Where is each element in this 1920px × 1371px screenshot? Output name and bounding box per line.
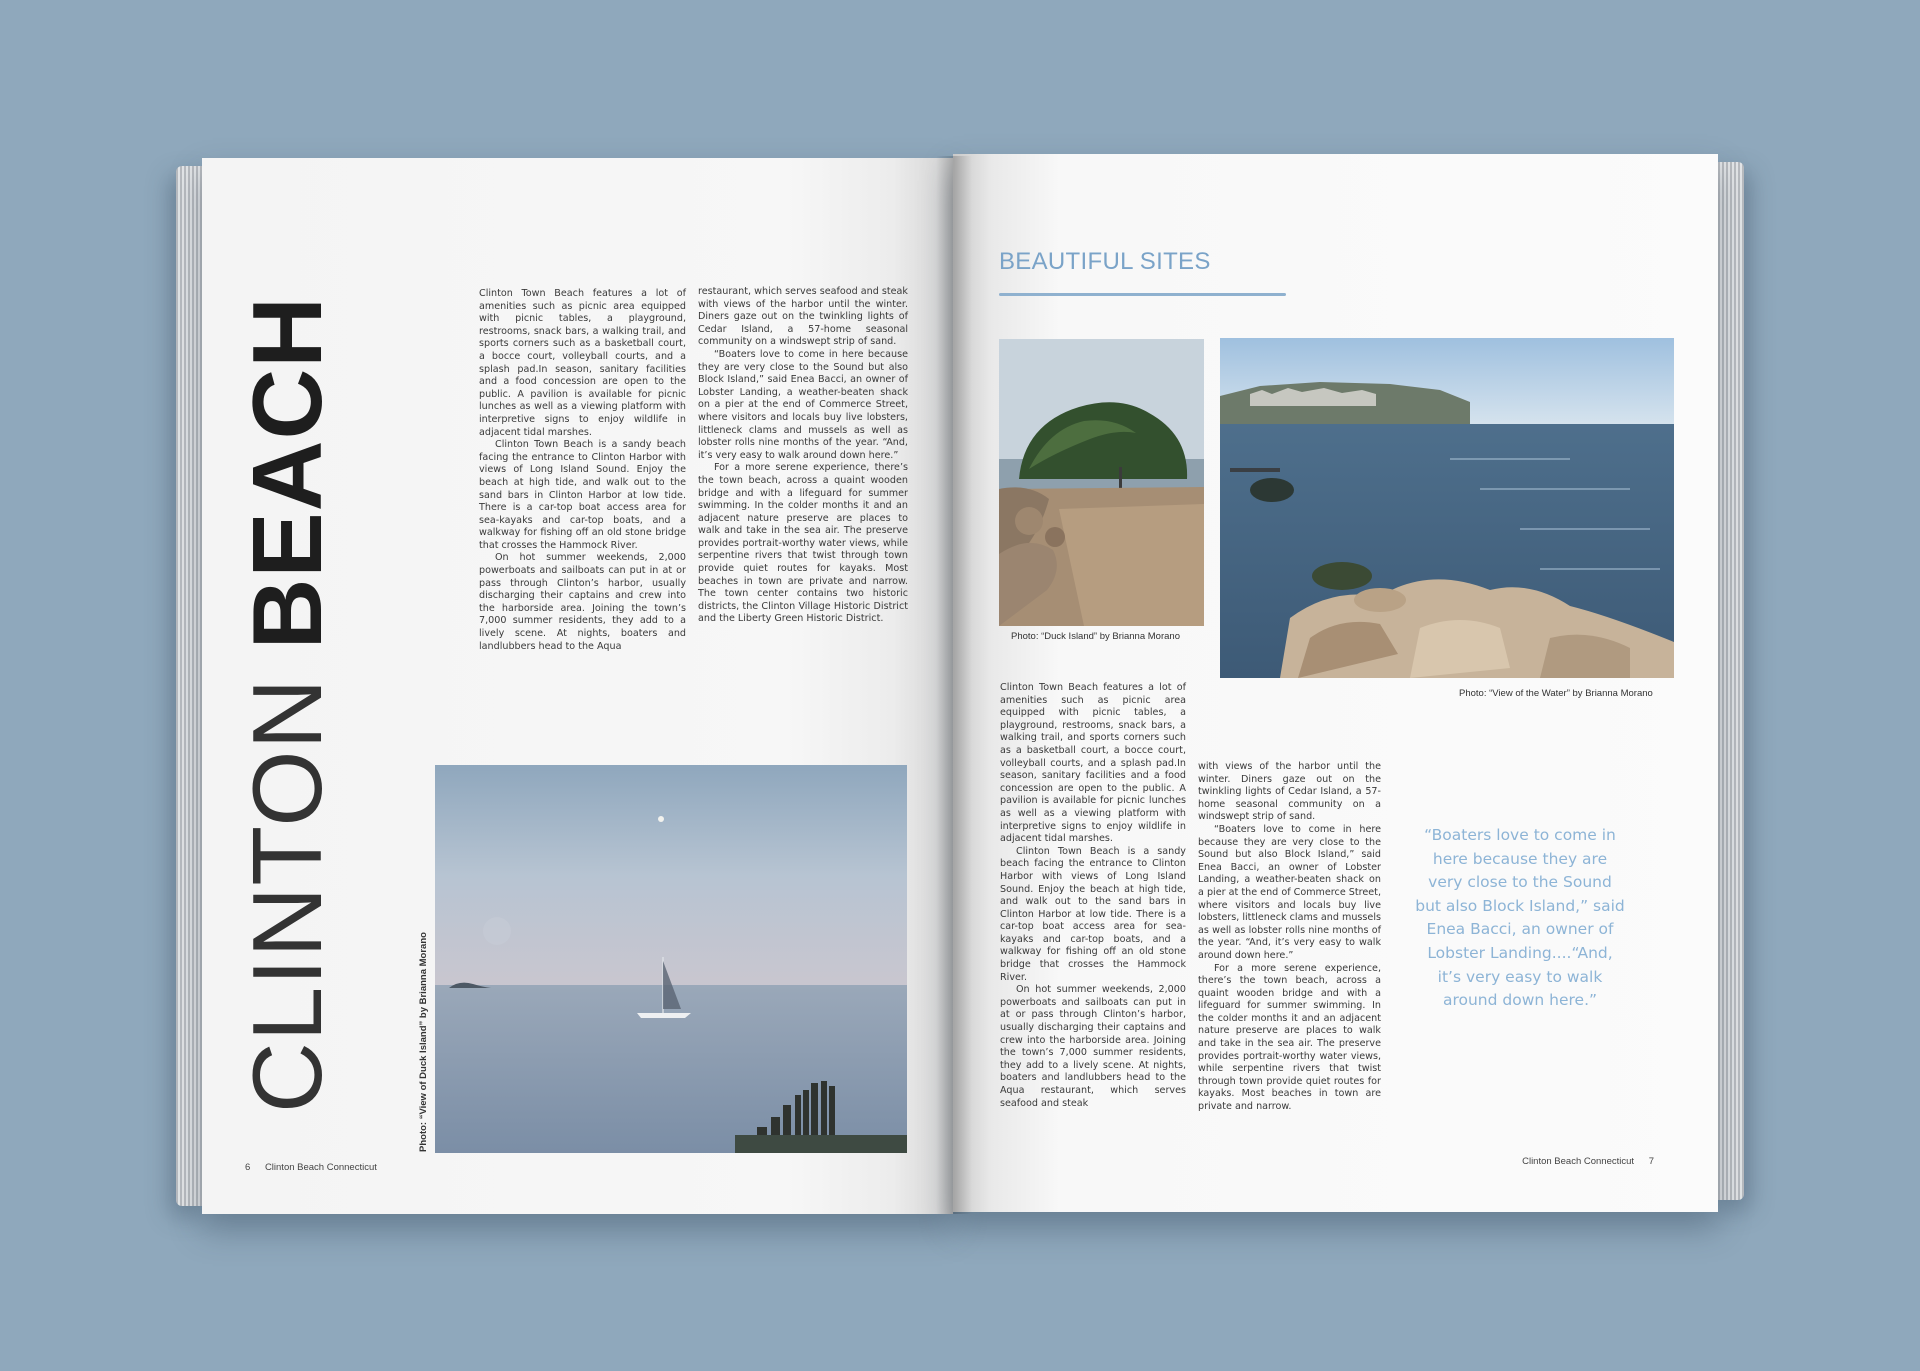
right-text-column-2 (1198, 761, 1381, 1114)
page-footer (1516, 1156, 1660, 1167)
magazine-name: Clinton Beach Connecticut (264, 1162, 377, 1173)
paragraph: restaurant, which serves seafood and steak with views of the harbor until the winter. Diners gaze out on the twinkling lights of Cedar Island, a 57-home seasonal community on a windswept strip of sand. (698, 286, 908, 348)
sailboat-sunset-image (435, 765, 907, 1153)
duck-island-tree-image (999, 339, 1204, 626)
paragraph: For a more serene experience, there’s the town beach, across a quaint wooden bridge and with a lifeguard for summer swimming. In the colder months it and an adjacent nature preserve are places to walk and take in the sea air. The preserve provides portrait-worthy water views, while serpentine rivers that twist through town provide quiet routes for kayaks. Most beaches in town are private and narrow. (1198, 962, 1381, 1113)
pull-quote: “Boaters love to come in here because they are very close to the Sound but also Block Island,” said Enea Bacci, an owner of Lobster Landing....“And, it’s very easy to walk around down here.” (1415, 826, 1625, 1010)
view-of-water-photo (1220, 338, 1674, 678)
title-light: CLINTON (232, 677, 342, 1113)
page-title (232, 295, 342, 1113)
title-underline (999, 293, 1286, 296)
paragraph: Clinton Town Beach features a lot of amenities such as picnic area equipped with picnic tables, a playground, restrooms, snack bars, a walking trail, and sports corners such as a basketball court, a bocce court, volleyball courts, and a splash pad.In season, sanitary facilities and a food concession are open to the public. A pavilion is available for picnic lunches as well as a viewing platform with interpretive signs to enjoy wildlife in adjacent tidal marshes. (1000, 682, 1186, 845)
left-page (202, 158, 953, 1214)
page-footer (239, 1162, 383, 1173)
duck-island-photo (999, 339, 1204, 626)
paragraph: Clinton Town Beach is a sandy beach facing the entrance to Clinton Harbor with views of Long Island Sound. Enjoy the beach at high tide, and walk out to the sand bars in Clinton Harbor at low tide. There is a car-top boat access area for sea-kayaks and car-top boats, and a walkway for fishing off an old stone bridge that crosses the Hammock River. (1000, 845, 1186, 983)
title-bold: BEACH (232, 295, 342, 650)
harbor-rocks-image (1220, 338, 1674, 678)
section-title: BEAUTIFUL SITES (999, 248, 1211, 275)
paragraph: “Boaters love to come in here because they are very close to the Sound but also Block Island,” said Enea Bacci, an owner of Lobster Landing, a weather-beaten shack on a pier at the end of Commerce Street, where visitors and locals buy live lobsters, littleneck clams and mussels as well as lobster rolls nine months of the year. “And, it’s very easy to walk around down here.” (1198, 823, 1381, 961)
page-number: 7 (1648, 1156, 1654, 1167)
right-page-edges (1714, 162, 1744, 1200)
paragraph: “Boaters love to come in here because they are very close to the Sound but also Block Island,” said Enea Bacci, an owner of Lobster Landing, a weather-beaten shack on a pier at the end of Commerce Street, where visitors and locals buy live lobsters, littleneck clams and mussels as well as lobster rolls nine months of the year. “And, it’s very easy to walk around down here.” (698, 348, 908, 461)
right-text-column-1 (1000, 682, 1186, 1110)
magazine-name: Clinton Beach Connecticut (1522, 1156, 1635, 1167)
left-text-column-2 (698, 286, 908, 626)
paragraph: Clinton Town Beach is a sandy beach facing the entrance to Clinton Harbor with views of Long Island Sound. Enjoy the beach at high tide, and walk out to the sand bars in Clinton Harbor at low tide. There is a car-top boat access area for sea-kayaks and car-top boats, and a walkway for fishing off an old stone bridge that crosses the Hammock River. (479, 439, 686, 551)
right-page (953, 154, 1718, 1212)
duck-island-view-photo (435, 765, 907, 1153)
spine-gutter-shadow (936, 156, 972, 1214)
paragraph: On hot summer weekends, 2,000 powerboats and sailboats can put in at or pass through Clinton’s harbor, usually discharging their captains and crew into the harborside area. Joining the town’s 7,000 summer residents, they add to a lively scene. At nights, boaters and landlubbers head to the Aqua (479, 552, 686, 652)
paragraph: On hot summer weekends, 2,000 powerboats and sailboats can put in at or pass through Clinton’s harbor, usually discharging their captains and crew into the harborside area. Joining the town’s 7,000 summer residents, they add to a lively scene. At nights, boaters and landlubbers head to the Aqua restaurant, which serves seafood and steak (1000, 984, 1186, 1109)
left-text-column-1 (479, 288, 686, 653)
duck-photo-caption: Photo: “Duck Island” by Brianna Morano (1011, 631, 1180, 642)
page-number: 6 (245, 1162, 251, 1173)
water-photo-caption: Photo: “View of the Water” by Brianna Morano (1459, 688, 1653, 699)
photo-caption: Photo: “View of Duck Island” by Brianna Morano (418, 932, 429, 1152)
paragraph: Clinton Town Beach features a lot of amenities such as picnic area equipped with picnic tables, a playground, restrooms, snack bars, a walking trail, and sports corners such as a basketball court, a bocce court, volleyball courts, and a splash pad.In season, sanitary facilities and a food concession are open to the public. A pavilion is available for picnic lunches as well as a viewing platform with interpretive signs to enjoy wildlife in adjacent tidal marshes. (479, 288, 686, 438)
paragraph: with views of the harbor until the winter. Diners gaze out on the twinkling lights of Cedar Island, a 57-home seasonal community on a windswept strip of sand. (1198, 761, 1381, 823)
paragraph: For a more serene experience, there’s the town beach, across a quaint wooden bridge and with a lifeguard for summer swimming. In the colder months it and an adjacent nature preserve are places to walk and take in the sea air. The preserve provides portrait-worthy water views, while serpentine rivers that twist through town provide quiet routes for kayaks. Most beaches in town are private and narrow. The town center contains two historic districts, the Clinton Village Historic District and the Liberty Green Historic District. (698, 462, 908, 625)
